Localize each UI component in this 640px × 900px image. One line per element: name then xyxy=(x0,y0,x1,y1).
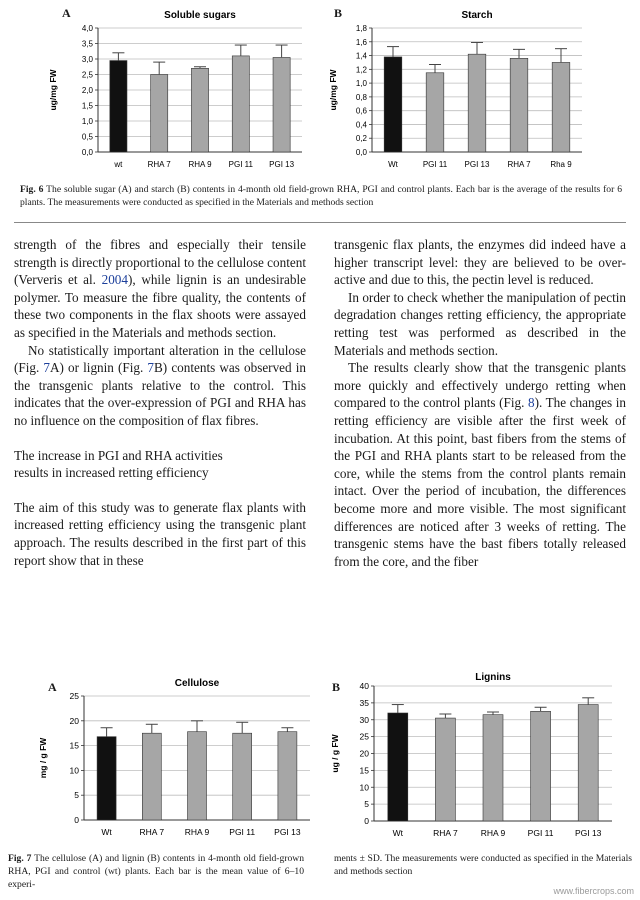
x-tick-label: PGI 11 xyxy=(527,828,554,838)
right-column xyxy=(334,236,626,570)
right-paragraph-2: In order to check whether the manipulation of pectin degradation changes retting efficiency, the appropriate retting test was performed as described in the Materials and methods section. xyxy=(334,289,626,358)
left-column xyxy=(14,236,306,569)
fig6-caption-label: Fig. 6 xyxy=(20,184,44,195)
fig7-link-1[interactable]: 7 xyxy=(43,360,50,376)
fig7-caption-left-text: The cellulose (A) and lignin (B) contents in 4-month old field-grown RHA, PGI and control (wt) plants. Each bar is the mean value of 6–10 experi- xyxy=(8,853,304,890)
bar xyxy=(142,733,161,820)
y-tick-label: 25 xyxy=(359,731,369,742)
x-tick-label: PGI 11 xyxy=(228,160,253,169)
x-tick-label: RHA 9 xyxy=(188,160,212,169)
y-axis-label: ug/mg FW xyxy=(328,69,338,111)
bar xyxy=(110,61,127,152)
left-p1-text-b: ), while lignin is an undesirable polymer. To measure the fibre quality, the contents of these two components in the flax shoots were assayed as specified in the Materials and methods section. xyxy=(14,272,306,340)
left-paragraph-1 xyxy=(14,236,306,342)
bar xyxy=(483,715,503,821)
bar xyxy=(552,62,570,152)
bar xyxy=(510,58,528,152)
left-paragraph-2 xyxy=(14,342,306,430)
fig7-panel-a xyxy=(30,672,320,852)
bar xyxy=(151,75,168,153)
fig8-link[interactable]: 8 xyxy=(527,395,535,411)
x-tick-label: Wt xyxy=(101,827,112,837)
fig6-panel-b xyxy=(320,4,590,174)
fig7-panel-b xyxy=(322,666,622,852)
y-tick-label: 0 xyxy=(364,816,369,826)
y-tick-label: 20 xyxy=(69,715,79,726)
soluble-sugars-chart xyxy=(40,4,310,174)
fig6-panel-a xyxy=(40,4,310,174)
bar xyxy=(468,54,486,152)
watermark: www.fibercrops.com xyxy=(553,886,634,896)
right-p3-text-b: ). The changes in retting efficiency are visible after the first week of incubation. At this point, bast fibers from the stems of the PGI and RHA plants start to be released from the core, while the stems from the control plants remain intact. Over the period of incubation, the differences become more and more visible. The most significant differences are noticed after 3 weeks of retting. The transgenic stems have the bast fibers totally released from the core, and the fiber xyxy=(334,395,627,569)
fig7-caption-right-text: ments ± SD. The measurements were conducted as specified in the Materials and methods section xyxy=(334,853,632,877)
fig7-caption-left xyxy=(8,852,304,891)
y-tick-label: 5 xyxy=(364,799,369,810)
y-tick-label: 35 xyxy=(359,697,369,708)
y-tick-label: 15 xyxy=(69,740,79,751)
y-tick-label: 0 xyxy=(74,815,79,825)
fig7-panel-letter-b: B xyxy=(332,680,341,694)
fig6-panel-letter-b: B xyxy=(334,6,343,20)
y-tick-label: 3,5 xyxy=(81,39,93,49)
y-tick-label: 10 xyxy=(359,782,369,793)
x-tick-label: wt xyxy=(114,160,123,169)
x-tick-label: Wt xyxy=(388,160,398,169)
bar xyxy=(578,705,598,821)
chart-title: Starch xyxy=(461,10,493,21)
left-p2-text-c: B) contents was observed in the transgenic plants relative to the control. This indicates that the over-expression of PGI and RHA has no influence on the composition of flax fibres. xyxy=(14,360,306,428)
fig6-panel-letter-a: A xyxy=(62,6,71,20)
right-paragraph-3 xyxy=(334,359,626,570)
bar xyxy=(388,713,408,821)
y-tick-label: 1,8 xyxy=(355,24,367,33)
x-tick-label: RHA 7 xyxy=(507,160,531,169)
y-axis-label: ug/mg FW xyxy=(48,69,58,111)
y-tick-label: 1,0 xyxy=(355,79,367,89)
bar xyxy=(97,737,116,820)
fig7-link-2[interactable]: 7 xyxy=(147,360,155,376)
y-tick-label: 25 xyxy=(69,691,79,701)
chart-title: Lignins xyxy=(475,672,511,683)
x-tick-label: PGI 11 xyxy=(422,160,448,169)
fig7-panel-letter-a: A xyxy=(48,680,57,694)
y-axis-label: mg / g FW xyxy=(38,737,48,779)
fig6-caption-text: The soluble sugar (A) and starch (B) contents in 4-month old field-grown RHA, PGI and control plants. Each bar is the average of the results for 6 plants. The measurements were conducted as specified in the Materials and methods section xyxy=(20,184,623,208)
section-heading-line-2: results in increased retting efficiency xyxy=(14,465,209,481)
bar xyxy=(191,68,208,152)
fig7-caption-label: Fig. 7 xyxy=(8,853,32,864)
y-tick-label: 0,5 xyxy=(81,132,93,142)
chart-title: Cellulose xyxy=(174,678,220,689)
y-tick-label: 0,2 xyxy=(355,134,367,144)
y-tick-label: 3,0 xyxy=(81,55,93,64)
y-tick-label: 0,8 xyxy=(355,92,367,102)
y-tick-label: 30 xyxy=(359,714,369,725)
left-p2-text-b: A) or lignin (Fig. xyxy=(50,360,148,376)
x-tick-label: PGI 13 xyxy=(269,160,295,169)
lignins-chart xyxy=(322,666,622,852)
ververis-citation-link[interactable]: 2004 xyxy=(101,272,128,288)
y-tick-label: 4,0 xyxy=(81,24,93,33)
section-heading-line-1: The increase in PGI and RHA activities xyxy=(14,447,223,463)
cellulose-chart xyxy=(30,672,320,852)
y-tick-label: 0,0 xyxy=(355,148,367,157)
right-paragraph-1: transgenic flax plants, the enzymes did indeed have a higher transcript level: they are believed to be over-active and due to this, the pectin level is reduced. xyxy=(334,237,626,288)
left-p1-text-a: strength of the fibres and especially their tensile strength is directly proportional to the cellulose content (Ververis et al. xyxy=(14,237,306,288)
x-tick-label: RHA 9 xyxy=(184,827,210,837)
y-tick-label: 1,4 xyxy=(355,51,367,61)
x-tick-label: PGI 13 xyxy=(274,827,301,837)
x-tick-label: Wt xyxy=(392,828,403,838)
bar xyxy=(273,57,290,152)
y-tick-label: 1,2 xyxy=(355,65,367,75)
right-p3-text-a: The results clearly show that the transgenic plants more quickly and effectively undergo retting when compared to the control plants (Fig. xyxy=(334,360,626,411)
x-tick-label: RHA 7 xyxy=(147,160,171,169)
y-tick-label: 0,0 xyxy=(81,148,93,157)
y-tick-label: 0,4 xyxy=(355,120,367,130)
x-tick-label: RHA 9 xyxy=(480,828,506,838)
y-tick-label: 1,5 xyxy=(81,101,93,111)
starch-chart xyxy=(320,4,590,174)
x-tick-label: PGI 11 xyxy=(229,827,256,837)
chart-title: Soluble sugars xyxy=(164,10,236,21)
x-tick-label: PGI 13 xyxy=(574,828,602,838)
bar xyxy=(384,57,402,152)
x-tick-label: RHA 7 xyxy=(139,827,165,837)
y-tick-label: 10 xyxy=(69,765,79,776)
y-tick-label: 1,0 xyxy=(81,117,93,126)
bar xyxy=(188,732,207,820)
left-p2-text-a: No statistically important alteration in the cellulose (Fig. xyxy=(14,342,306,376)
bar xyxy=(232,56,249,152)
bar xyxy=(233,733,252,820)
fig7-caption-right xyxy=(334,852,632,878)
left-paragraph-3: The aim of this study was to generate flax plants with increased retting efficiency using the transgenic plant approach. The results described in the first part of this report show that in these xyxy=(14,499,306,568)
y-tick-label: 5 xyxy=(74,790,79,801)
y-axis-label: ug / g FW xyxy=(330,734,340,773)
y-tick-label: 0,6 xyxy=(355,106,367,116)
bar xyxy=(426,73,444,152)
x-tick-label: PGI 13 xyxy=(464,160,490,169)
fig6-caption xyxy=(20,183,622,209)
y-tick-label: 2,0 xyxy=(81,86,93,95)
bar xyxy=(435,718,455,821)
bar xyxy=(278,732,297,820)
y-tick-label: 2,5 xyxy=(81,70,93,80)
x-tick-label: RHA 7 xyxy=(433,828,458,838)
y-tick-label: 15 xyxy=(359,765,369,776)
y-tick-label: 1,6 xyxy=(355,37,367,47)
x-tick-label: Rha 9 xyxy=(550,160,572,169)
caption-divider xyxy=(14,222,626,223)
y-tick-label: 20 xyxy=(359,748,369,759)
bar xyxy=(531,711,551,821)
y-tick-label: 40 xyxy=(359,681,369,691)
